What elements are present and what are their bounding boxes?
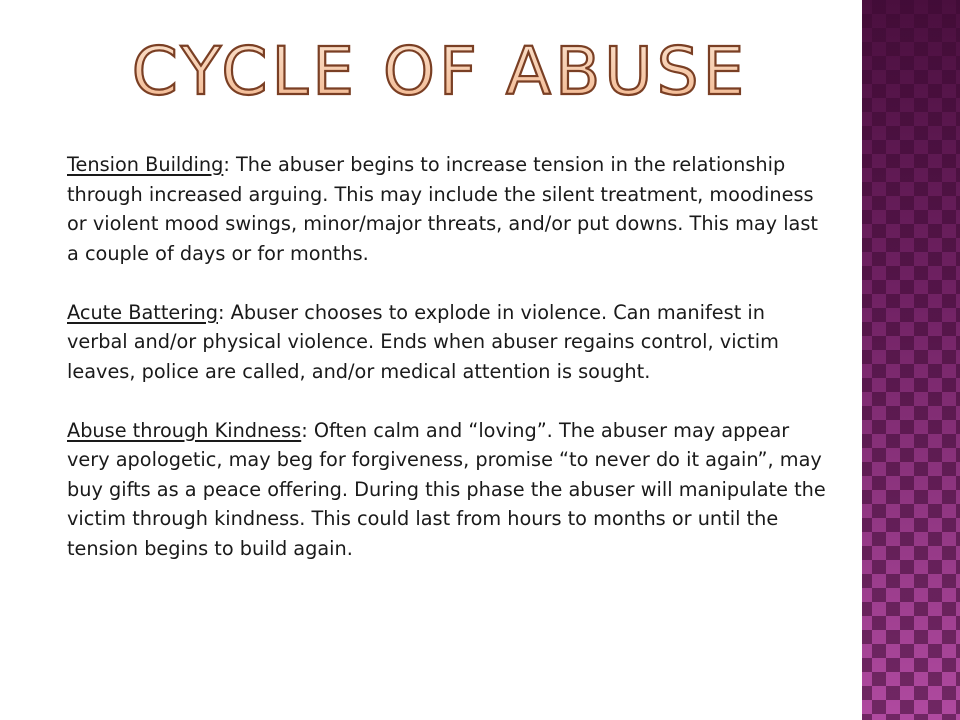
side-panel-edge <box>858 0 862 720</box>
section-acute-battering <box>67 298 827 387</box>
term-tension-building: Tension Building <box>67 153 224 176</box>
desc-abuse-through-kindness: : Often calm and “loving”. The abuser may appear very apologetic, may beg for forgiveness, promise “to never do it again”, may buy gifts as a peace offering. During this phase the abuser will manipulate the victim through kindness. This could last from hours to months or until the tension begins to build again. <box>67 418 826 560</box>
term-acute-battering: Acute Battering <box>67 300 218 324</box>
slide-title <box>120 28 760 108</box>
section-abuse-through-kindness <box>67 416 827 564</box>
section-tension-building <box>67 150 827 268</box>
slide-title-text: CYCLE OF ABUSE <box>131 33 749 108</box>
decorative-side-panel <box>858 0 960 720</box>
term-abuse-through-kindness: Abuse through Kindness <box>67 418 302 442</box>
desc-tension-building: : The abuser begins to increase tension in the relationship through increased arguing. This may include the silent treatment, moodiness or violent mood swings, minor/major threats, and/or put downs. This may last a couple of days or for months. <box>67 153 818 265</box>
body-text <box>67 150 827 593</box>
desc-acute-battering: : Abuser chooses to explode in violence. Can manifest in verbal and/or physical violence. Ends when abuser regains control, victim leaves, police are called, and/or medical attention is sought. <box>67 300 779 383</box>
